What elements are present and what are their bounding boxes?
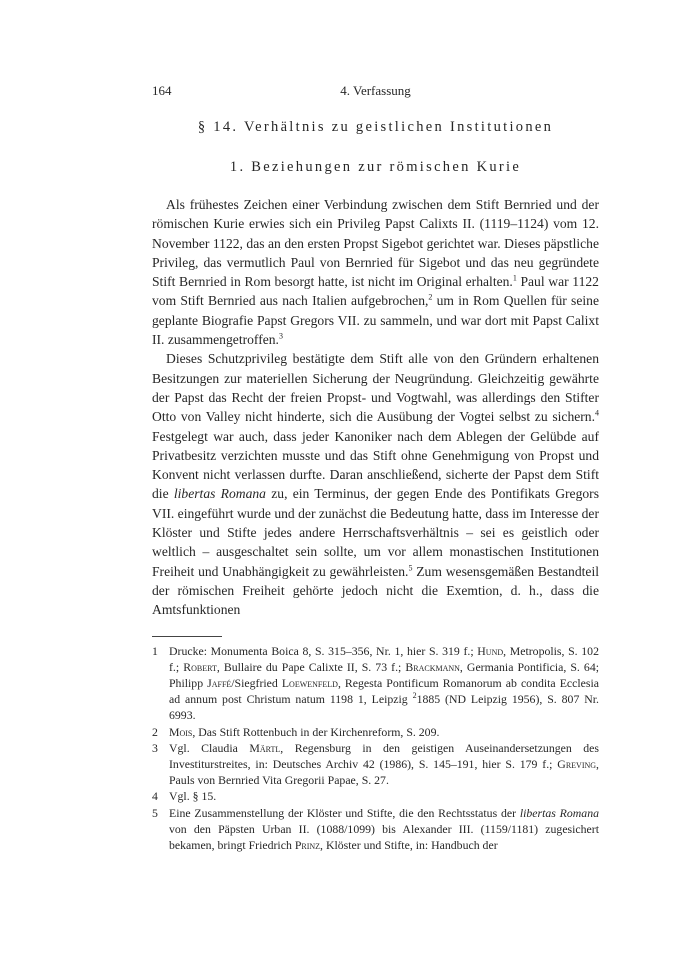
- footnotes: [152, 643, 599, 854]
- text-run: Dieses Schutzprivileg bestätigte dem Stift alle von den Gründern erhaltenen Besitzungen zur materiellen Sicherung der Neugründung. Gleichzeitig gewährte der Papst das Recht der freien Propst- und Vogtwahl, was allerdings den Stifter Otto von Valley nicht hinderte, sich die Ausübung der Vogtei selbst zu sichern.: [152, 351, 599, 425]
- body-text: [152, 195, 599, 620]
- text-run: Zum wesensgemäßen Bestandteil der römischen Freiheit gehörte jedoch nicht die Exemtion, d. h., dass die Amtsfunktionen: [152, 563, 600, 618]
- footnote: [152, 805, 599, 854]
- footnote: [152, 740, 599, 789]
- footnote-text: Mois, Das Stift Rottenbuch in der Kirchenreform, S. 209.: [169, 724, 440, 739]
- paragraph: [152, 349, 599, 619]
- section-title: § 14. Verhältnis zu geistlichen Institutionen: [197, 119, 554, 135]
- author-name: Jaffé: [207, 675, 232, 690]
- text-run: zu, ein Terminus, der gegen Ende des Pontifikats Gregors VII. eingeführt wurde und der zunächst die Bedeutung hatte, dass im Interesse der Klöster und Stifte jedes andere Herrschaftsverhältnis – sei es geistlich oder weltlich – ausgeschaltet sein sollte, um vor allem monastischen Institutionen Freiheit und Unabhängigkeit zu gewährleisten.: [152, 486, 599, 579]
- footnote-number: 5: [152, 805, 158, 820]
- footnote-number: 3: [152, 740, 158, 755]
- footnote-divider: [152, 636, 222, 637]
- author-name: Mois: [169, 724, 193, 739]
- italic-term: libertas Romana: [173, 486, 266, 502]
- footnote-number: 2: [152, 724, 158, 739]
- footnote-ref[interactable]: 1: [512, 273, 517, 283]
- footnote-ref[interactable]: 3: [278, 331, 283, 341]
- author-name: Prinz: [294, 837, 321, 852]
- footnote: [152, 643, 599, 724]
- edition-number: 2: [412, 691, 417, 701]
- footnote-number: 4: [152, 789, 158, 804]
- footnote: [152, 724, 599, 740]
- footnote-ref[interactable]: 2: [428, 292, 433, 302]
- subsection-title: 1. Beziehungen zur römischen Kurie: [229, 159, 522, 175]
- footnote: [152, 788, 599, 804]
- footnote-ref[interactable]: 4: [595, 408, 599, 418]
- italic-term: libertas Romana: [519, 805, 599, 820]
- author-name: Robert: [183, 659, 217, 674]
- text-run: um in Rom Quellen für seine geplante Biografie Papst Gregors VII. zu sammeln, und war dort mit Papst Calixt II. zusammengetroffen.: [152, 293, 599, 348]
- running-head: [152, 80, 599, 102]
- running-title: 4. Verfassung: [340, 83, 411, 98]
- author-name: Hund: [477, 643, 504, 658]
- page-number: 164: [152, 83, 172, 98]
- text-run: Als frühestes Zeichen einer Verbindung zwischen dem Stift Bernried und der römischen Kurie erwies sich ein Privileg Papst Calixts II. (1119–1124) vom 12. November 1122, das an den ersten Propst Sigebot gerichtet war. Dieses päpstliche Privileg, das vermutlich Paul von Bernried für Sigebot und das neu gegründete Stift Bernried in Rom besorgt hatte, ist nicht im Original erhalten.: [152, 197, 599, 290]
- footnote-text: Drucke: Monumenta Boica 8, S. 315–356, Nr. 1, hier S. 319 f.; Hund, Metropolis, S. 102 f.; Robert, Bullaire du Pape Calixte II, S. 73 f.; Brackmann, Germania Pontificia, S. 64; Philipp Jaffé/Siegfried Loewenfeld, Regesta Pontificum Romanorum ab condita Ecclesia ad annum post Christum natum 1198 1, Leipzig $^2$1885 (ND Leipzig 1956), S. 807 Nr. 6993.: [169, 643, 600, 723]
- paragraph: [152, 195, 599, 349]
- author-name: Brackmann: [405, 659, 460, 674]
- footnote-text: Eine Zusammenstellung der Klöster und Stifte, die den Rechtsstatus der libertas Romana von den Päpsten Urban II. (1088/1099) bis Alexander III. (1159/1181) zugesichert bekamen, bringt Friedrich Prinz, Klöster und Stifte, in: Handbuch der: [169, 805, 599, 852]
- author-name: Greving: [557, 756, 597, 771]
- footnote-text: Vgl. Claudia Märtl, Regensburg in den geistigen Auseinandersetzungen des Investiturstreites, in: Deutsches Archiv 42 (1986), S. 145–191, hier S. 179 f.; Greving, Pauls von Bernried Vita Gregorii Papae, S. 27.: [169, 740, 599, 788]
- author-name: Loewenfeld: [281, 675, 338, 690]
- text-run: Festgelegt war auch, dass jeder Kanoniker nach dem Ablegen der Gelübde auf Privatbesitz verzichten musste und das Stift ohne Genehmigung von Propst und Konvent nicht verlassen durfte. Daran anschließend, sicherte der Papst dem Stift die: [152, 428, 599, 502]
- footnote-text: Vgl. § 15.: [169, 789, 217, 804]
- author-name: Märtl: [249, 740, 281, 755]
- book-page: [152, 80, 599, 853]
- footnote-ref[interactable]: 5: [408, 563, 413, 573]
- text-run: Paul war 1122 vom Stift Bernried aus nach Italien aufgebrochen,: [152, 274, 599, 309]
- footnote-number: 1: [152, 643, 158, 658]
